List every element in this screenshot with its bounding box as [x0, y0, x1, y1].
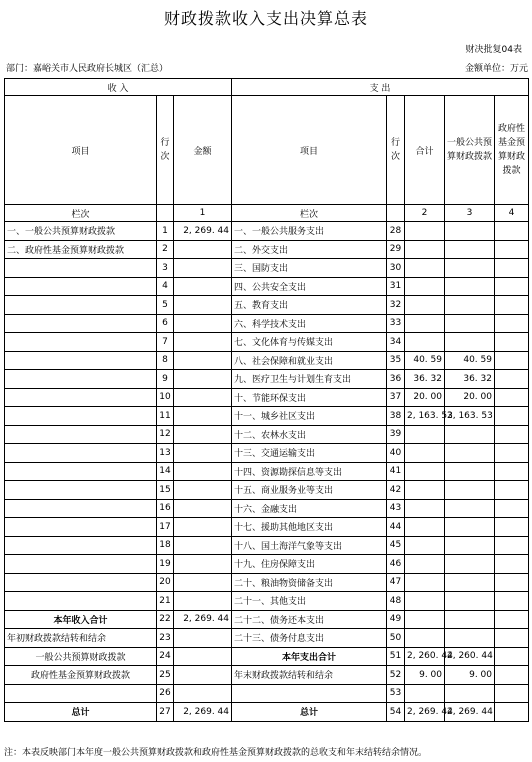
- expense-item-cell: 本年支出合计: [232, 647, 387, 666]
- fund-budget-cell: [495, 703, 529, 722]
- income-section-header: 收 入: [5, 79, 232, 96]
- fund-budget-cell: [495, 277, 529, 296]
- footnote: 注：本表反映部门本年度一般公共预算财政拨款和政府性基金预算财政拨款的总收支和年末结转结余情况。: [4, 748, 428, 758]
- expense-total-cell: [405, 296, 445, 315]
- income-item-cell: [5, 499, 157, 518]
- expense-total-cell: [405, 444, 445, 463]
- income-item-cell: [5, 277, 157, 296]
- income-line-cell: 16: [157, 499, 174, 518]
- expense-total-cell: [405, 629, 445, 648]
- income-amount-header: 金额: [174, 96, 232, 205]
- expense-line-cell: 52: [387, 666, 405, 685]
- income-line-cell: 22: [157, 610, 174, 629]
- expense-section-header: 支 出: [232, 79, 529, 96]
- expense-line-cell: 35: [387, 351, 405, 370]
- expense-total-cell: [405, 481, 445, 500]
- income-item-cell: 一般公共预算财政拨款: [5, 647, 157, 666]
- fund-budget-cell: [495, 333, 529, 352]
- expense-line-cell: 33: [387, 314, 405, 333]
- income-line-cell: 2: [157, 240, 174, 259]
- income-line-cell: 15: [157, 481, 174, 500]
- income-line-cell: 9: [157, 370, 174, 389]
- income-item-cell: [5, 333, 157, 352]
- income-item-cell: [5, 388, 157, 407]
- expense-line-cell: 47: [387, 573, 405, 592]
- expense-total-cell: [405, 314, 445, 333]
- expense-item-cell: 十四、资源勘探信息等支出: [232, 462, 387, 481]
- table-row: [5, 314, 529, 333]
- general-budget-cell: [445, 462, 495, 481]
- expense-item-cell: 九、医疗卫生与计划生育支出: [232, 370, 387, 389]
- fund-budget-cell: [495, 573, 529, 592]
- fund-budget-cell: [495, 666, 529, 685]
- income-amount-cell: [174, 407, 232, 426]
- expense-item-cell: [232, 684, 387, 703]
- expense-line-cell: 39: [387, 425, 405, 444]
- income-amount-cell: [174, 333, 232, 352]
- income-line-cell: 13: [157, 444, 174, 463]
- expense-total-cell: [405, 425, 445, 444]
- expense-item-cell: 二十三、债务付息支出: [232, 629, 387, 648]
- section-header-row: [5, 79, 529, 96]
- table-row: [5, 240, 529, 259]
- table-row: [5, 462, 529, 481]
- expense-line-cell: 43: [387, 499, 405, 518]
- expense-item-cell: 二十、粮油物资储备支出: [232, 573, 387, 592]
- fund-budget-cell: [495, 592, 529, 611]
- table-row: [5, 703, 529, 722]
- income-line-cell: 1: [157, 222, 174, 241]
- income-item-cell: [5, 370, 157, 389]
- income-lan-label: 栏次: [5, 205, 157, 222]
- income-line-cell: 4: [157, 277, 174, 296]
- expense-total-cell: [405, 240, 445, 259]
- income-item-cell: [5, 314, 157, 333]
- general-budget-cell: [445, 222, 495, 241]
- income-line-cell: 6: [157, 314, 174, 333]
- income-line-cell: 25: [157, 666, 174, 685]
- expense-line-cell: 50: [387, 629, 405, 648]
- income-line-cell: 12: [157, 425, 174, 444]
- table-row: [5, 592, 529, 611]
- income-line-cell: 3: [157, 259, 174, 278]
- general-budget-cell: 2, 163. 53: [445, 407, 495, 426]
- income-item-cell: [5, 425, 157, 444]
- general-budget-cell: [445, 610, 495, 629]
- fund-budget-cell: [495, 425, 529, 444]
- expense-line-cell: 34: [387, 333, 405, 352]
- income-amount-cell: [174, 573, 232, 592]
- expense-item-cell: 二十二、债务还本支出: [232, 610, 387, 629]
- expense-line-cell: 45: [387, 536, 405, 555]
- income-item-cell: [5, 573, 157, 592]
- fund-budget-cell: [495, 240, 529, 259]
- income-item-header: 项目: [5, 96, 157, 205]
- expense-line-cell: 40: [387, 444, 405, 463]
- table-row: [5, 370, 529, 389]
- general-budget-cell: 20. 00: [445, 388, 495, 407]
- expense-line-cell: 28: [387, 222, 405, 241]
- income-item-cell: [5, 444, 157, 463]
- fund-budget-cell: [495, 555, 529, 574]
- income-amount-cell: [174, 555, 232, 574]
- general-budget-cell: 9. 00: [445, 666, 495, 685]
- general-budget-cell: 2, 260. 44: [445, 647, 495, 666]
- income-item-cell: [5, 481, 157, 500]
- general-budget-cell: [445, 259, 495, 278]
- fund-budget-cell: [495, 518, 529, 537]
- fund-budget-cell: [495, 351, 529, 370]
- expense-item-cell: 五、教育支出: [232, 296, 387, 315]
- income-amount-cell: [174, 684, 232, 703]
- table-row: [5, 296, 529, 315]
- column-number-row: [5, 205, 529, 222]
- table-row: [5, 444, 529, 463]
- general-budget-cell: [445, 573, 495, 592]
- expense-total-cell: 2, 260. 44: [405, 647, 445, 666]
- fund-budget-cell: [495, 222, 529, 241]
- expense-total-cell: [405, 259, 445, 278]
- income-line-cell: 11: [157, 407, 174, 426]
- general-budget-cell: 2, 269. 44: [445, 703, 495, 722]
- income-amount-cell: [174, 592, 232, 611]
- income-item-cell: 总计: [5, 703, 157, 722]
- expense-line-cell: 48: [387, 592, 405, 611]
- income-item-cell: [5, 259, 157, 278]
- income-item-cell: [5, 351, 157, 370]
- expense-line-cell: 46: [387, 555, 405, 574]
- expense-line-cell: 53: [387, 684, 405, 703]
- expense-item-cell: 二十一、其他支出: [232, 592, 387, 611]
- general-budget-cell: [445, 425, 495, 444]
- fund-lan-number: 4: [495, 205, 529, 222]
- general-budget-cell: [445, 536, 495, 555]
- table-row: [5, 499, 529, 518]
- income-line-cell: 27: [157, 703, 174, 722]
- expense-item-cell: 十三、交通运输支出: [232, 444, 387, 463]
- table-row: [5, 222, 529, 241]
- income-item-cell: 二、政府性基金预算财政拨款: [5, 240, 157, 259]
- income-amount-cell: [174, 296, 232, 315]
- income-line-cell: 21: [157, 592, 174, 611]
- fund-budget-cell: [495, 462, 529, 481]
- general-budget-cell: 36. 32: [445, 370, 495, 389]
- table-row: [5, 425, 529, 444]
- table-row: [5, 666, 529, 685]
- expense-total-cell: 20. 00: [405, 388, 445, 407]
- form-code: 财决批复04表: [465, 45, 522, 55]
- income-amount-cell: [174, 277, 232, 296]
- income-line-cell: 8: [157, 351, 174, 370]
- table-row: [5, 629, 529, 648]
- income-amount-cell: [174, 647, 232, 666]
- income-amount-cell: [174, 518, 232, 537]
- fund-budget-cell: [495, 296, 529, 315]
- column-header-row: [5, 96, 529, 205]
- fund-budget-cell: [495, 314, 529, 333]
- general-budget-cell: [445, 592, 495, 611]
- amount-unit: 金额单位：万元: [464, 64, 528, 74]
- income-line-header: 行次: [157, 96, 174, 205]
- expense-total-cell: [405, 610, 445, 629]
- expense-total-cell: [405, 592, 445, 611]
- expense-lan-label: 栏次: [232, 205, 387, 222]
- fund-budget-cell: [495, 629, 529, 648]
- general-budget-cell: [445, 314, 495, 333]
- income-line-cell: 20: [157, 573, 174, 592]
- expense-item-cell: 总计: [232, 703, 387, 722]
- expense-total-cell: 36. 32: [405, 370, 445, 389]
- income-amount-cell: [174, 259, 232, 278]
- income-item-cell: [5, 407, 157, 426]
- general-budget-cell: [445, 240, 495, 259]
- income-item-cell: 年初财政拨款结转和结余: [5, 629, 157, 648]
- income-amount-cell: [174, 370, 232, 389]
- table-row: [5, 333, 529, 352]
- income-line-cell: 18: [157, 536, 174, 555]
- expense-line-cell: 51: [387, 647, 405, 666]
- table-row: [5, 351, 529, 370]
- expense-total-cell: [405, 277, 445, 296]
- income-item-cell: 政府性基金预算财政拨款: [5, 666, 157, 685]
- table-row: [5, 518, 529, 537]
- expense-item-cell: 一、一般公共服务支出: [232, 222, 387, 241]
- table-row: [5, 555, 529, 574]
- income-amount-cell: 2, 269. 44: [174, 703, 232, 722]
- expense-item-cell: 十八、国土海洋气象等支出: [232, 536, 387, 555]
- income-amount-cell: [174, 444, 232, 463]
- income-line-cell: 23: [157, 629, 174, 648]
- income-amount-cell: 2, 269. 44: [174, 610, 232, 629]
- income-line-cell: 26: [157, 684, 174, 703]
- general-budget-cell: 40. 59: [445, 351, 495, 370]
- expense-item-cell: 八、社会保障和就业支出: [232, 351, 387, 370]
- table-row: [5, 277, 529, 296]
- income-line-cell: 14: [157, 462, 174, 481]
- expense-line-cell: 49: [387, 610, 405, 629]
- income-line-cell: 17: [157, 518, 174, 537]
- expense-item-cell: 三、国防支出: [232, 259, 387, 278]
- fund-budget-header: 政府性基金预算财政拨款: [495, 96, 529, 205]
- table-row: [5, 684, 529, 703]
- income-amount-cell: [174, 425, 232, 444]
- income-item-cell: [5, 462, 157, 481]
- expense-line-cell: 37: [387, 388, 405, 407]
- table-row: [5, 573, 529, 592]
- income-amount-cell: [174, 462, 232, 481]
- fund-budget-cell: [495, 259, 529, 278]
- expense-line-cell: 41: [387, 462, 405, 481]
- income-amount-cell: [174, 388, 232, 407]
- income-amount-cell: [174, 481, 232, 500]
- general-budget-cell: [445, 499, 495, 518]
- income-lan-number: 1: [174, 205, 232, 222]
- income-line-cell: 10: [157, 388, 174, 407]
- expense-total-cell: [405, 499, 445, 518]
- expense-total-cell: [405, 518, 445, 537]
- expense-total-cell: [405, 684, 445, 703]
- expense-item-cell: 十七、援助其他地区支出: [232, 518, 387, 537]
- fund-budget-cell: [495, 388, 529, 407]
- expense-total-cell: 9. 00: [405, 666, 445, 685]
- income-amount-cell: [174, 240, 232, 259]
- expense-item-cell: 四、公共安全支出: [232, 277, 387, 296]
- general-budget-cell: [445, 296, 495, 315]
- table-row: [5, 610, 529, 629]
- expense-item-cell: 十、节能环保支出: [232, 388, 387, 407]
- fund-budget-cell: [495, 684, 529, 703]
- income-item-cell: 本年收入合计: [5, 610, 157, 629]
- expense-total-cell: 2, 163. 53: [405, 407, 445, 426]
- general-budget-header: 一般公共预算财政拨款: [445, 96, 495, 205]
- income-amount-cell: [174, 314, 232, 333]
- expense-line-cell: 32: [387, 296, 405, 315]
- expense-total-cell: [405, 555, 445, 574]
- expense-total-cell: [405, 333, 445, 352]
- fund-budget-cell: [495, 407, 529, 426]
- table-row: [5, 536, 529, 555]
- report-table: [4, 78, 529, 722]
- income-amount-cell: [174, 666, 232, 685]
- fund-budget-cell: [495, 499, 529, 518]
- general-budget-cell: [445, 629, 495, 648]
- empty-cell: [157, 205, 174, 222]
- general-budget-cell: [445, 518, 495, 537]
- expense-item-cell: 十九、住房保障支出: [232, 555, 387, 574]
- expense-item-cell: 十六、金融支出: [232, 499, 387, 518]
- income-item-cell: 一、一般公共预算财政拨款: [5, 222, 157, 241]
- expense-line-cell: 31: [387, 277, 405, 296]
- table-row: [5, 647, 529, 666]
- income-line-cell: 7: [157, 333, 174, 352]
- income-item-cell: [5, 296, 157, 315]
- general-budget-cell: [445, 481, 495, 500]
- expense-line-cell: 29: [387, 240, 405, 259]
- total-header: 合计: [405, 96, 445, 205]
- empty-cell: [387, 205, 405, 222]
- general-budget-cell: [445, 684, 495, 703]
- income-amount-cell: 2, 269. 44: [174, 222, 232, 241]
- expense-line-cell: 44: [387, 518, 405, 537]
- table-row: [5, 481, 529, 500]
- general-budget-cell: [445, 555, 495, 574]
- expense-line-cell: 30: [387, 259, 405, 278]
- general-budget-cell: [445, 333, 495, 352]
- expense-item-header: 项目: [232, 96, 387, 205]
- income-amount-cell: [174, 499, 232, 518]
- expense-total-cell: 40. 59: [405, 351, 445, 370]
- expense-item-cell: 六、科学技术支出: [232, 314, 387, 333]
- general-budget-cell: [445, 444, 495, 463]
- total-lan-number: 2: [405, 205, 445, 222]
- expense-item-cell: 年末财政拨款结转和结余: [232, 666, 387, 685]
- expense-item-cell: 十一、城乡社区支出: [232, 407, 387, 426]
- expense-item-cell: 七、文化体育与传媒支出: [232, 333, 387, 352]
- fund-budget-cell: [495, 481, 529, 500]
- general-lan-number: 3: [445, 205, 495, 222]
- income-line-cell: 19: [157, 555, 174, 574]
- table-row: [5, 259, 529, 278]
- fund-budget-cell: [495, 444, 529, 463]
- income-item-cell: [5, 518, 157, 537]
- report-title: 财政拨款收入支出决算总表: [163, 9, 368, 28]
- expense-line-cell: 36: [387, 370, 405, 389]
- expense-item-cell: 二、外交支出: [232, 240, 387, 259]
- income-item-cell: [5, 536, 157, 555]
- expense-total-cell: [405, 222, 445, 241]
- expense-total-cell: [405, 536, 445, 555]
- expense-line-cell: 42: [387, 481, 405, 500]
- income-item-cell: [5, 592, 157, 611]
- expense-item-cell: 十五、商业服务业等支出: [232, 481, 387, 500]
- income-amount-cell: [174, 351, 232, 370]
- income-item-cell: [5, 684, 157, 703]
- general-budget-cell: [445, 277, 495, 296]
- expense-line-cell: 54: [387, 703, 405, 722]
- fund-budget-cell: [495, 536, 529, 555]
- income-amount-cell: [174, 536, 232, 555]
- income-line-cell: 24: [157, 647, 174, 666]
- fund-budget-cell: [495, 370, 529, 389]
- income-item-cell: [5, 555, 157, 574]
- fund-budget-cell: [495, 647, 529, 666]
- income-line-cell: 5: [157, 296, 174, 315]
- expense-line-cell: 38: [387, 407, 405, 426]
- income-amount-cell: [174, 629, 232, 648]
- department-label: 部门：嘉峪关市人民政府长城区（汇总）: [6, 64, 169, 74]
- expense-total-cell: [405, 462, 445, 481]
- table-row: [5, 388, 529, 407]
- expense-total-cell: [405, 573, 445, 592]
- expense-item-cell: 十二、农林水支出: [232, 425, 387, 444]
- expense-line-header: 行次: [387, 96, 405, 205]
- fund-budget-cell: [495, 610, 529, 629]
- table-row: [5, 407, 529, 426]
- expense-total-cell: 2, 269. 44: [405, 703, 445, 722]
